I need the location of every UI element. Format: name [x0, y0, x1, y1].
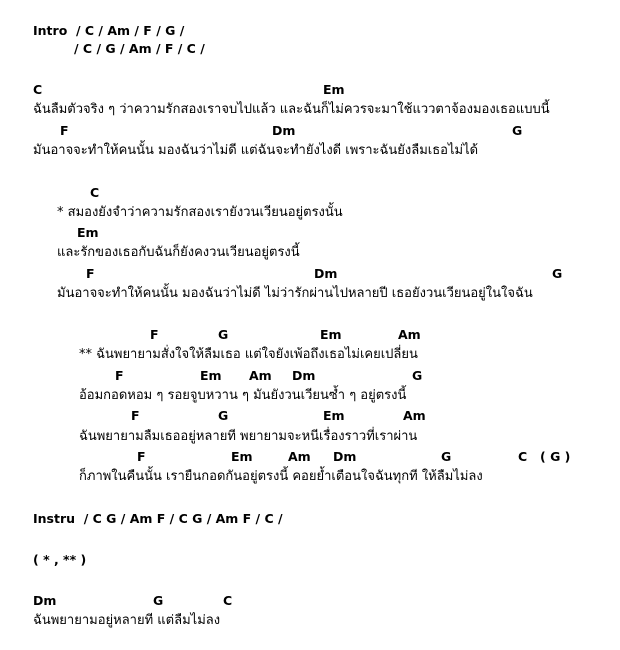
chord: Em — [231, 449, 253, 464]
chord: ( G ) — [540, 449, 571, 464]
chord: G — [412, 368, 423, 383]
chord: C — [33, 82, 43, 97]
lyric-line: มันอาจจะทำให้คนนั้น มองฉันว่าไม่ดี ไม่ว่ารักผ่านไปหลายปี เธอยังวนเวียนอยู่ในใจฉัน — [57, 286, 533, 301]
lyric-line: * สมองยังจำว่าความรักสองเรายังวนเวียนอยู่ตรงนั้น — [57, 205, 343, 220]
lyric-line: ฉันลืมตัวจริง ๆ ว่าความรักสองเราจบไปแล้ว และฉันก็ไม่ควรจะมาใช้แววตาจ้องมองเธอแบบนี้ — [33, 102, 550, 117]
lyric-line: ก็ภาพในคืนนั้น เรายืนกอดกันอยู่ตรงนี้ คอยย้ำเตือนใจฉันทุกที ให้ลืมไม่ลง — [79, 469, 483, 484]
chord: Am — [398, 327, 421, 342]
lyric-line: ฉันพยายามอยู่หลายที แต่ลืมไม่ลง — [33, 613, 221, 628]
instrumental-line: Instru / C G / Am F / C G / Am F / C / — [33, 511, 283, 526]
chord: Em — [323, 82, 345, 97]
chord: F — [150, 327, 159, 342]
chord: Em — [200, 368, 222, 383]
lyric-line: ** ฉันพยายามสั่งใจให้ลืมเธอ แต่ใจยังเพ้อถึงเธอไม่เคยเปลี่ยน — [79, 347, 418, 362]
chord: Dm — [314, 266, 338, 281]
chord: F — [115, 368, 124, 383]
chord: C — [223, 593, 233, 608]
chord: G — [441, 449, 452, 464]
chord: Dm — [272, 123, 296, 138]
chord: F — [60, 123, 69, 138]
chord: G — [153, 593, 164, 608]
chord: Am — [249, 368, 272, 383]
chord: Dm — [292, 368, 316, 383]
repeat-marker: ( * , ** ) — [33, 552, 87, 567]
chord: F — [131, 408, 140, 423]
chord: G — [552, 266, 563, 281]
chord: C — [90, 185, 100, 200]
lyric-line: และรักของเธอกับฉันก็ยังคงวนเวียนอยู่ตรงนี้ — [57, 245, 300, 260]
chord: F — [137, 449, 146, 464]
chord: Em — [77, 225, 99, 240]
chord: Dm — [333, 449, 357, 464]
chord: Dm — [33, 593, 57, 608]
chord: G — [512, 123, 523, 138]
chord: C — [518, 449, 528, 464]
intro-line-2: / C / G / Am / F / C / — [74, 41, 205, 56]
chord: G — [218, 327, 229, 342]
chord: Am — [403, 408, 426, 423]
chord: F — [86, 266, 95, 281]
chord: Em — [323, 408, 345, 423]
lyric-line: มันอาจจะทำให้คนนั้น มองฉันว่าไม่ดี แต่ฉันจะทำยังไงดี เพราะฉันยังลืมเธอไม่ได้ — [33, 143, 479, 158]
chord: G — [218, 408, 229, 423]
lyric-line: ฉันพยายามลืมเธออยู่หลายที พยายามจะหนีเรื่องราวที่เราผ่าน — [79, 429, 418, 444]
chord: Am — [288, 449, 311, 464]
chord: Em — [320, 327, 342, 342]
intro-line-1: Intro / C / Am / F / G / — [33, 23, 185, 38]
lyric-line: อ้อมกอดหอม ๆ รอยจูบหวาน ๆ มันยังวนเวียนซ้ำ ๆ อยู่ตรงนี้ — [79, 388, 407, 403]
